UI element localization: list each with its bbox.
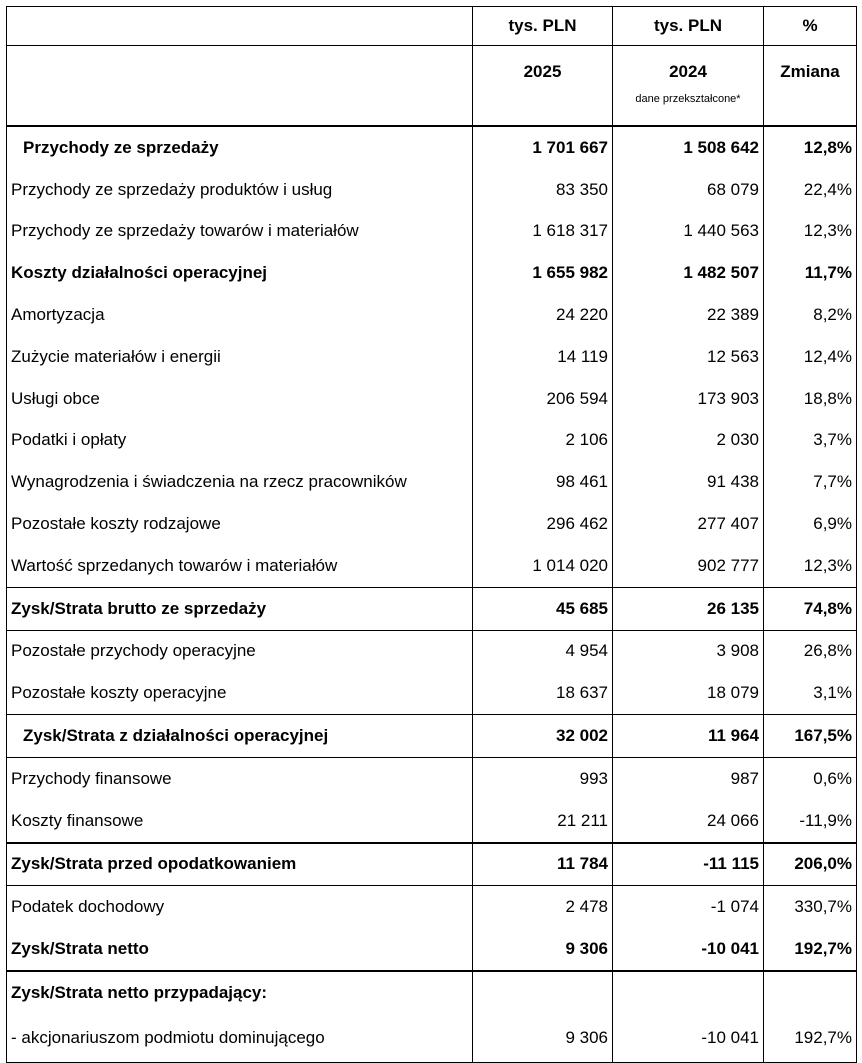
value-change: 22,4% [764,169,857,211]
value-2024: 12 563 [613,336,764,378]
value-change: 12,3% [764,545,857,587]
value-change: 26,8% [764,630,857,672]
value-2025: 83 350 [473,169,613,211]
value-2025: 14 119 [473,336,613,378]
table-row [7,587,857,630]
row-label: Przychody finansowe [7,757,473,799]
value-2025: 9 306 [473,928,613,971]
value-change: -11,9% [764,800,857,843]
value-2024: 902 777 [613,545,764,587]
table-row [7,843,857,886]
table-row [7,630,857,672]
table-row [7,886,857,928]
value-2024: -10 041 [613,928,764,971]
value-change: 3,1% [764,672,857,714]
value-2025: 4 954 [473,630,613,672]
value-change: 12,3% [764,211,857,253]
table-row [7,545,857,587]
value-2024: 91 438 [613,461,764,503]
table-row [7,672,857,714]
table-row [7,420,857,462]
value-2025: 993 [473,757,613,799]
value-change: 11,7% [764,252,857,294]
table-row [7,169,857,211]
year-2025-label: 2025 [523,62,562,81]
value-2024: 277 407 [613,503,764,545]
value-2024: 18 079 [613,672,764,714]
table-row [7,252,857,294]
value-change: 12,4% [764,336,857,378]
row-label: Usługi obce [7,378,473,420]
row-label: Przychody ze sprzedaży [7,126,473,169]
table-row [7,461,857,503]
row-label: Zysk/Strata netto [7,928,473,971]
row-label: Pozostałe przychody operacyjne [7,630,473,672]
value-2024: 1 508 642 [613,126,764,169]
income-statement-table [6,6,857,1063]
unit-2024: tys. PLN [613,7,764,46]
change-header: Zmiana [764,46,857,127]
row-label: Zysk/Strata netto przypadający: [7,971,473,1014]
value-2025: 32 002 [473,715,613,758]
row-label: Przychody ze sprzedaży produktów i usług [7,169,473,211]
table-row [7,1014,857,1063]
row-label: Amortyzacja [7,294,473,336]
value-change: 192,7% [764,1014,857,1063]
value-2024: 22 389 [613,294,764,336]
row-label: Koszty działalności operacyjnej [7,252,473,294]
value-change: 192,7% [764,928,857,971]
value-change: 0,6% [764,757,857,799]
table-row [7,503,857,545]
unit-change: % [764,7,857,46]
row-label: Pozostałe koszty rodzajowe [7,503,473,545]
value-2025: 45 685 [473,587,613,630]
value-2025: 296 462 [473,503,613,545]
row-label: Wartość sprzedanych towarów i materiałów [7,545,473,587]
table-row [7,757,857,799]
value-2025 [473,971,613,1014]
row-label: Koszty finansowe [7,800,473,843]
value-2025: 98 461 [473,461,613,503]
value-2025: 1 701 667 [473,126,613,169]
row-label: - akcjonariuszom podmiotu dominującego [7,1014,473,1063]
unit-2025: tys. PLN [473,7,613,46]
value-2025: 2 478 [473,886,613,928]
value-2025: 1 014 020 [473,545,613,587]
value-2024: 173 903 [613,378,764,420]
value-2024: 11 964 [613,715,764,758]
year-2024-label: 2024 [669,62,707,81]
value-change [764,971,857,1014]
value-2024: 3 908 [613,630,764,672]
restated-note: dane przekształcone* [635,93,741,105]
value-2025: 1 618 317 [473,211,613,253]
table-row [7,294,857,336]
value-2025: 206 594 [473,378,613,420]
header-units-row [7,7,857,46]
year-2024 [613,46,764,127]
value-2025: 2 106 [473,420,613,462]
row-label: Zysk/Strata brutto ze sprzedaży [7,587,473,630]
value-2024: 1 482 507 [613,252,764,294]
value-change: 8,2% [764,294,857,336]
value-2025: 1 655 982 [473,252,613,294]
value-2024: -1 074 [613,886,764,928]
value-2024 [613,971,764,1014]
row-label: Zużycie materiałów i energii [7,336,473,378]
value-2024: -11 115 [613,843,764,886]
value-change: 6,9% [764,503,857,545]
value-2024: -10 041 [613,1014,764,1063]
header-years-row [7,46,857,127]
value-2025: 24 220 [473,294,613,336]
value-change: 18,8% [764,378,857,420]
value-2024: 26 135 [613,587,764,630]
row-label: Zysk/Strata z działalności operacyjnej [7,715,473,758]
row-label: Podatek dochodowy [7,886,473,928]
row-label: Zysk/Strata przed opodatkowaniem [7,843,473,886]
row-label: Wynagrodzenia i świadczenia na rzecz pracowników [7,461,473,503]
row-label: Pozostałe koszty operacyjne [7,672,473,714]
value-change: 3,7% [764,420,857,462]
table-row [7,971,857,1014]
value-change: 74,8% [764,587,857,630]
year-2025 [473,46,613,127]
value-2025: 11 784 [473,843,613,886]
value-change: 7,7% [764,461,857,503]
value-change: 12,8% [764,126,857,169]
table-row [7,126,857,169]
value-2024: 24 066 [613,800,764,843]
header-empty-cell [7,7,473,46]
value-change: 167,5% [764,715,857,758]
value-change: 330,7% [764,886,857,928]
table-row [7,378,857,420]
header-empty-cell [7,46,473,127]
row-label: Przychody ze sprzedaży towarów i materiałów [7,211,473,253]
value-2025: 21 211 [473,800,613,843]
table-row [7,211,857,253]
value-2024: 68 079 [613,169,764,211]
table-row [7,800,857,843]
row-label: Podatki i opłaty [7,420,473,462]
table-row [7,715,857,758]
value-2025: 18 637 [473,672,613,714]
value-2024: 2 030 [613,420,764,462]
value-2025: 9 306 [473,1014,613,1063]
table-row [7,928,857,971]
value-2024: 987 [613,757,764,799]
value-2024: 1 440 563 [613,211,764,253]
table-row [7,336,857,378]
value-change: 206,0% [764,843,857,886]
